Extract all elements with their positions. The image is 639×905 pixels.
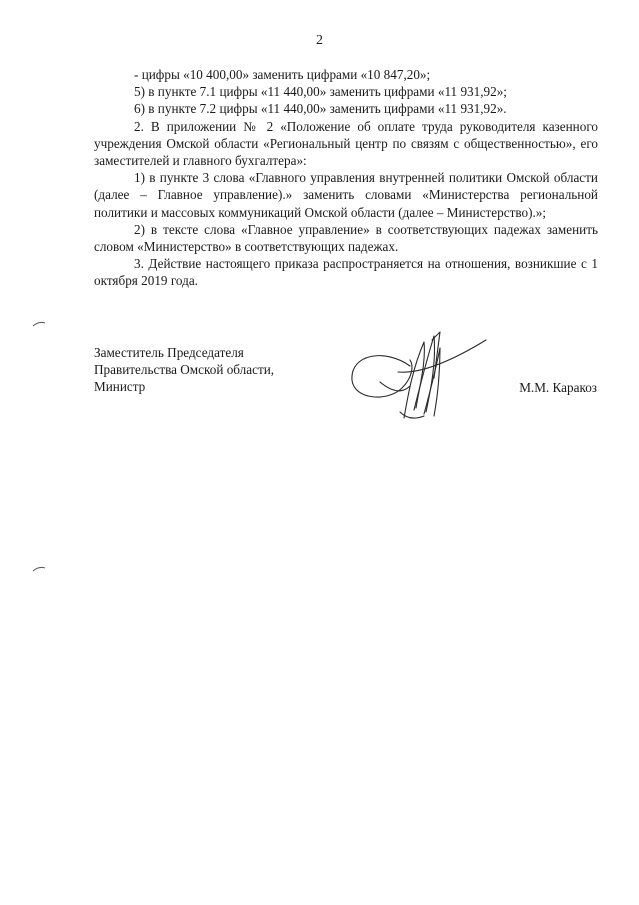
scan-margin-mark xyxy=(32,320,46,328)
handwritten-signature xyxy=(340,322,500,432)
amendment-item: 5) в пункте 7.1 цифры «11 440,00» заменить цифрами «11 931,92»; xyxy=(134,84,507,100)
signatory-title-line: Министр xyxy=(94,379,146,395)
signatory-title-line: Заместитель Председателя xyxy=(94,345,244,360)
signatory-title xyxy=(94,344,354,396)
page-number: 2 xyxy=(316,33,323,48)
amendment-item: - цифры «10 400,00» заменить цифрами «10 847,20»; xyxy=(134,67,431,82)
amendment-item: 1) в пункте 3 слова «Главного управления внутренней политики Омской области (далее – Главное управление).» заменить словами «Министерства региональной политики и массовых коммуникаций Омской области (далее – Министерство).»; xyxy=(94,170,598,220)
amendment-item: 2) в тексте слова «Главное управление» в соответствующих падежах заменить словом «Министерство» в соответствующих падежах. xyxy=(94,221,598,255)
amendment-item: 6) в пункте 7.2 цифры «11 440,00» заменить цифрами «11 931,92». xyxy=(134,101,507,117)
signatory-title-line: Правительства Омской области, xyxy=(94,362,275,378)
signatory-name: М.М. Каракоз xyxy=(519,380,597,395)
scan-margin-mark xyxy=(32,565,46,573)
effective-date-clause: 3. Действие настоящего приказа распространяется на отношения, возникшие с 1 октября 2019 года. xyxy=(94,256,598,289)
amendment-item: 2. В приложении № 2 «Положение об оплате труда руководителя казенного учреждения Омской области «Региональный центр по связям с общественностью», его заместителей и главного бухгалтера»: xyxy=(94,118,598,169)
document-body xyxy=(94,66,598,290)
